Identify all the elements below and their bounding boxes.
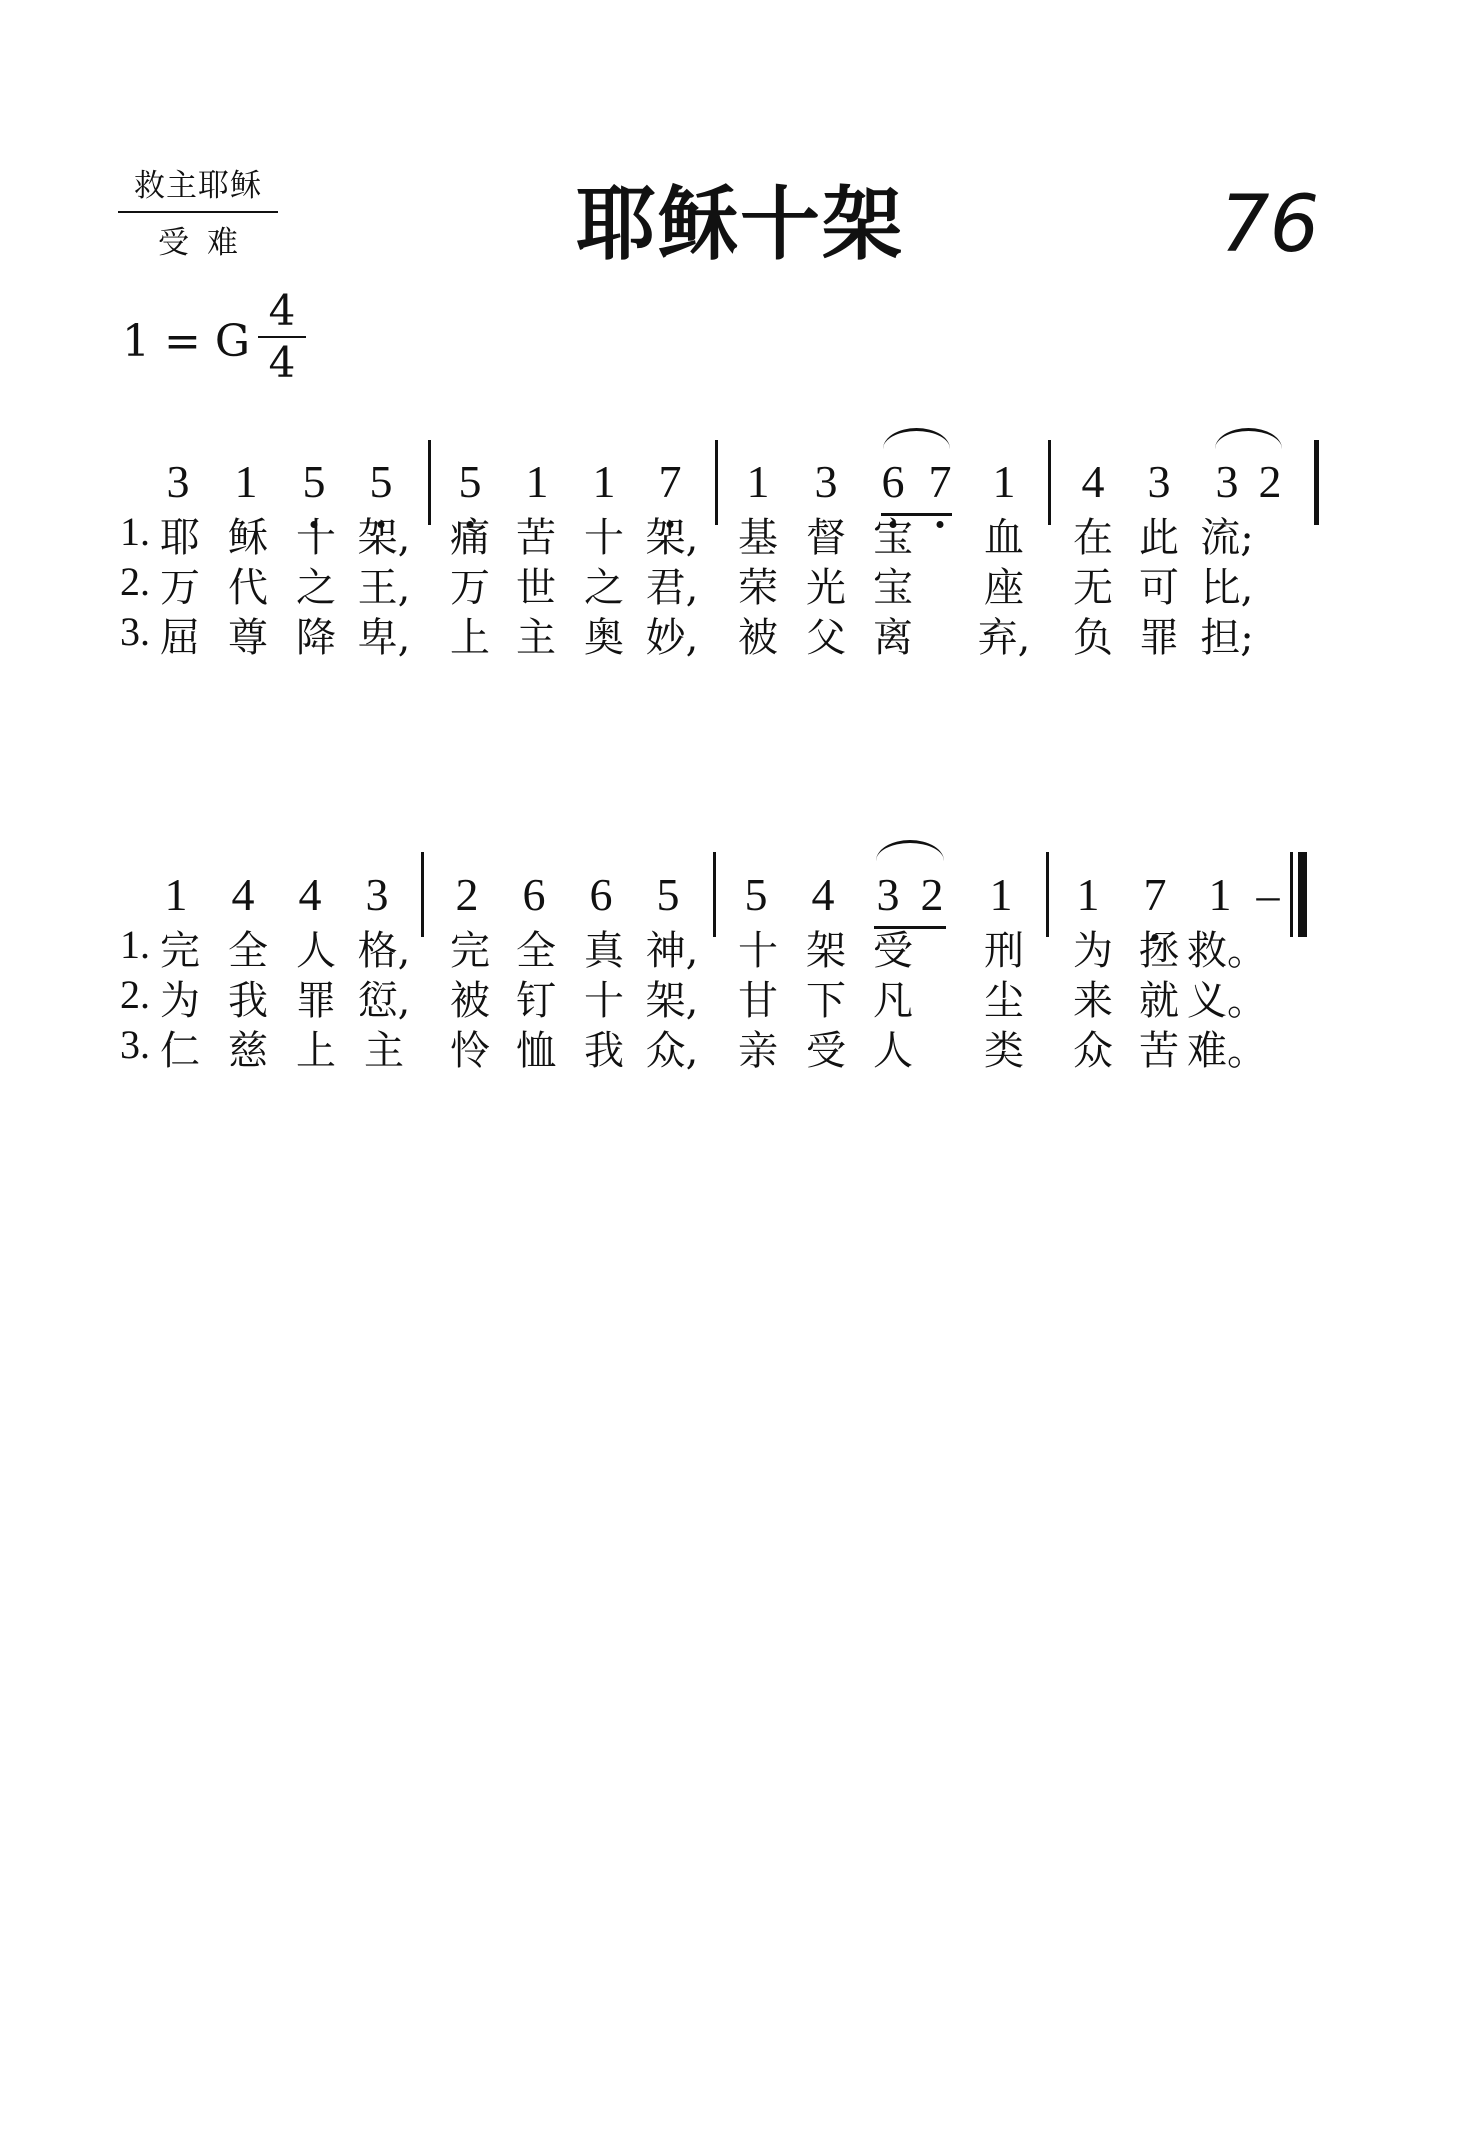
lyric-syllable: 下 [806, 978, 846, 1024]
note: 1 [989, 869, 1013, 920]
lyric-syllable: 受 [806, 1028, 846, 1074]
lyric-syllable: 为 [160, 978, 200, 1024]
final-barline-thick [1298, 852, 1307, 937]
lyric-syllable: 可 [1139, 565, 1179, 611]
note: 7 [658, 456, 682, 507]
note: 3 [1147, 456, 1171, 507]
note: 4 [298, 869, 322, 920]
hymn-title: 耶稣十架 [576, 178, 904, 271]
lyric-syllable: 卑, [357, 615, 411, 661]
lyric-syllable: 恤 [516, 1028, 556, 1074]
lyric-syllable: 全 [516, 928, 556, 974]
note: 6 [522, 869, 546, 920]
lyric-syllable: 完 [450, 928, 490, 974]
lyric-syllable: 之 [296, 565, 336, 611]
lyric-syllable: 上 [450, 615, 490, 661]
lyric-syllable: 弃, [977, 615, 1031, 661]
lyric-syllable: 完 [160, 928, 200, 974]
lyric-syllable: 我 [228, 978, 268, 1024]
slur [876, 840, 944, 861]
lyric-syllable: 被 [738, 615, 778, 661]
lyric-syllable: 众, [645, 1028, 699, 1074]
lyric-syllable: 父 [806, 615, 846, 661]
lyric-syllable: 类 [984, 1028, 1024, 1074]
barline [1048, 440, 1051, 525]
verse-number: 2. [120, 559, 150, 604]
barline [1046, 852, 1049, 937]
lyric-syllable: 比, [1200, 565, 1254, 611]
lyric-syllable: 十 [738, 928, 778, 974]
note: 3 [1215, 456, 1239, 507]
lyric-syllable: 上 [296, 1028, 336, 1074]
lyric-syllable: 督 [806, 515, 846, 561]
lyric-syllable: 十 [584, 515, 624, 561]
note: 1 [525, 456, 549, 507]
note: 7 [928, 456, 952, 507]
note: 4 [811, 869, 835, 920]
note: 3 [876, 869, 900, 920]
verse-number: 3. [120, 609, 150, 654]
meter-bottom: 4 [268, 338, 296, 387]
lyric-syllable: 凡 [873, 978, 913, 1024]
lyric-syllable: 尊 [228, 615, 268, 661]
verse-number: 2. [120, 972, 150, 1017]
lyric-syllable: 苦 [516, 515, 556, 561]
lyric-syllable: 架, [357, 515, 411, 561]
lyric-syllable: 罪 [1139, 615, 1179, 661]
lyric-syllable: 王, [357, 565, 411, 611]
category-bottom: 受难 [158, 225, 256, 261]
lyric-syllable: 怜 [450, 1028, 490, 1074]
lyric-syllable: 架 [806, 928, 846, 974]
note: 2 [920, 869, 944, 920]
lyric-syllable: 来 [1073, 978, 1113, 1024]
verse-number: 1. [120, 922, 150, 967]
lyric-syllable: 罪 [296, 978, 336, 1024]
lyric-syllable: 代 [228, 565, 268, 611]
lyric-syllable: 君, [645, 565, 699, 611]
lyric-syllable: 拯 [1139, 928, 1179, 974]
note: 5 [369, 456, 393, 507]
lyric-syllable: 尘 [984, 978, 1024, 1024]
final-barline-thin [1290, 852, 1293, 937]
note: 4 [231, 869, 255, 920]
note: 1 [164, 869, 188, 920]
note: 1 [1208, 869, 1232, 920]
lyric-syllable: 就 [1139, 978, 1179, 1024]
lyric-syllable: 离 [873, 615, 913, 661]
category-top: 救主耶稣 [118, 160, 278, 213]
lyric-syllable: 宝 [873, 565, 913, 611]
lyric-syllable: 钉 [516, 978, 556, 1024]
barline [715, 440, 718, 525]
lyric-syllable: 负 [1073, 615, 1113, 661]
lyric-syllable: 座 [984, 565, 1024, 611]
note: 2 [1258, 456, 1282, 507]
lyric-syllable: 慈 [228, 1028, 268, 1074]
note: 3 [365, 869, 389, 920]
note: 1 [992, 456, 1016, 507]
note: 5 [656, 869, 680, 920]
note: – [1256, 869, 1280, 920]
lyric-syllable: 真 [584, 928, 624, 974]
lyric-syllable: 神, [645, 928, 699, 974]
meter-top: 4 [258, 286, 306, 338]
barline [1314, 440, 1317, 525]
time-signature [258, 286, 306, 388]
key-signature: 1 = G [122, 316, 250, 367]
verse-number: 1. [120, 509, 150, 554]
lyric-syllable: 众 [1073, 1028, 1113, 1074]
lyric-syllable: 之 [584, 565, 624, 611]
barline [421, 852, 424, 937]
category-label [118, 160, 278, 262]
lyric-syllable: 架, [645, 978, 699, 1024]
slur [883, 428, 950, 449]
lyric-syllable: 世 [516, 565, 556, 611]
lyric-syllable: 耶 [160, 515, 200, 561]
note: 2 [455, 869, 479, 920]
hymn-number: 76 [1220, 180, 1320, 270]
lyric-syllable: 担; [1200, 615, 1254, 661]
lyric-syllable: 妙, [645, 615, 699, 661]
note: 5 [458, 456, 482, 507]
note: 4 [1081, 456, 1105, 507]
lyric-syllable: 此 [1139, 515, 1179, 561]
lyric-syllable: 我 [584, 1028, 624, 1074]
lyric-syllable: 十 [296, 515, 336, 561]
lyric-syllable: 救。 [1187, 928, 1267, 974]
verse-number: 3. [120, 1022, 150, 1067]
lyric-syllable: 降 [296, 615, 336, 661]
lyric-syllable: 格, [357, 928, 411, 974]
lyric-syllable: 被 [450, 978, 490, 1024]
lyric-syllable: 十 [584, 978, 624, 1024]
lyric-syllable: 亲 [738, 1028, 778, 1074]
lyric-syllable: 愆, [357, 978, 411, 1024]
note: 6 [881, 456, 905, 507]
lyric-syllable: 光 [806, 565, 846, 611]
lyric-syllable: 万 [450, 565, 490, 611]
lyric-syllable: 刑 [984, 928, 1024, 974]
note: 7 [1143, 869, 1167, 920]
lyric-syllable: 在 [1073, 515, 1113, 561]
lyric-syllable: 主 [516, 615, 556, 661]
lyric-syllable: 甘 [738, 978, 778, 1024]
slur [1215, 428, 1282, 449]
lyric-syllable: 苦 [1139, 1028, 1179, 1074]
lyric-syllable: 人 [296, 928, 336, 974]
note: 1 [1076, 869, 1100, 920]
lyric-syllable: 血 [984, 515, 1024, 561]
lyric-syllable: 架, [645, 515, 699, 561]
note: 3 [814, 456, 838, 507]
note: 5 [744, 869, 768, 920]
barline [428, 440, 431, 525]
note: 6 [589, 869, 613, 920]
note: 5 [302, 456, 326, 507]
lyric-syllable: 受 [873, 928, 913, 974]
lyric-syllable: 流; [1200, 515, 1254, 561]
low-octave-dot [937, 521, 944, 528]
lyric-syllable: 仁 [160, 1028, 200, 1074]
lyric-syllable: 万 [160, 565, 200, 611]
note: 1 [592, 456, 616, 507]
lyric-syllable: 宝 [873, 515, 913, 561]
lyric-syllable: 痛 [450, 515, 490, 561]
barline [713, 852, 716, 937]
lyric-syllable: 荣 [738, 565, 778, 611]
lyric-syllable: 奥 [584, 615, 624, 661]
lyric-syllable: 全 [228, 928, 268, 974]
lyric-syllable: 屈 [160, 615, 200, 661]
note: 3 [166, 456, 190, 507]
lyric-syllable: 人 [873, 1028, 913, 1074]
note: 1 [234, 456, 258, 507]
lyric-syllable: 主 [364, 1028, 404, 1074]
lyric-syllable: 难。 [1187, 1028, 1267, 1074]
lyric-syllable: 稣 [228, 515, 268, 561]
lyric-syllable: 基 [738, 515, 778, 561]
lyric-syllable: 义。 [1187, 978, 1267, 1024]
lyric-syllable: 为 [1073, 928, 1113, 974]
lyric-syllable: 无 [1073, 565, 1113, 611]
note: 1 [746, 456, 770, 507]
